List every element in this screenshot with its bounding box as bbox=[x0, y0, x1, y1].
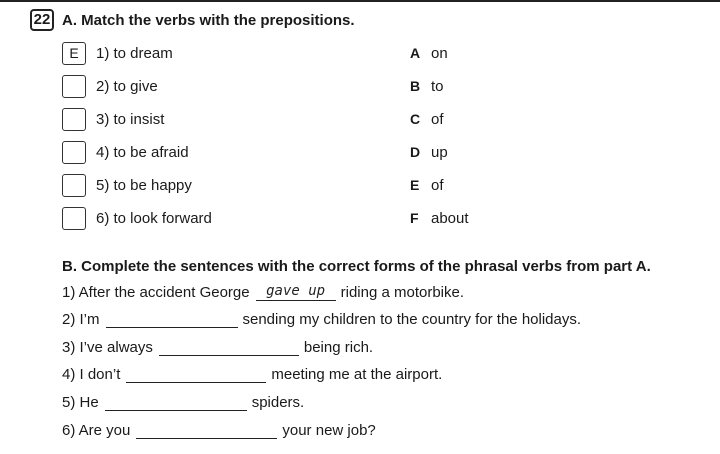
part-a-heading: A. Match the verbs with the prepositions. bbox=[62, 12, 355, 29]
answer-box-2[interactable] bbox=[62, 75, 86, 98]
sentence-6 bbox=[62, 421, 376, 441]
sentence-5-start: 5) He bbox=[62, 394, 99, 411]
answer-box-4[interactable] bbox=[62, 141, 86, 164]
preposition-c: of bbox=[431, 111, 444, 128]
preposition-a: on bbox=[431, 45, 448, 62]
answer-box-6[interactable] bbox=[62, 207, 86, 230]
verb-item-5: 5) to be happy bbox=[96, 177, 192, 194]
sentence-3 bbox=[62, 338, 373, 358]
answer-box-1[interactable]: E bbox=[62, 42, 86, 65]
preposition-f: about bbox=[431, 210, 469, 227]
preposition-letter-f: F bbox=[410, 210, 419, 226]
answer-box-3[interactable] bbox=[62, 108, 86, 131]
sentence-4-blank[interactable] bbox=[126, 365, 266, 383]
sentence-6-end: your new job? bbox=[282, 422, 376, 439]
sentence-5-blank[interactable] bbox=[105, 393, 247, 411]
preposition-letter-c: C bbox=[410, 111, 421, 127]
sentence-1-blank[interactable]: gave up bbox=[256, 283, 336, 301]
sentence-1 bbox=[62, 283, 464, 303]
exercise-number: 22 bbox=[30, 9, 54, 31]
verb-item-3: 3) to insist bbox=[96, 111, 165, 128]
preposition-d: up bbox=[431, 144, 448, 161]
verb-item-6: 6) to look forward bbox=[96, 210, 212, 227]
preposition-e: of bbox=[431, 177, 444, 194]
answer-box-5[interactable] bbox=[62, 174, 86, 197]
preposition-letter-d: D bbox=[410, 144, 421, 160]
verb-item-2: 2) to give bbox=[96, 78, 158, 95]
sentence-2-end: sending my children to the country for the holidays. bbox=[242, 311, 582, 328]
sentence-2 bbox=[62, 310, 581, 330]
preposition-b: to bbox=[431, 78, 444, 95]
sentence-1-start: 1) After the accident George bbox=[62, 284, 250, 301]
sentence-4-end: meeting me at the airport. bbox=[271, 366, 443, 383]
sentence-2-blank[interactable] bbox=[106, 310, 238, 328]
sentence-2-start: 2) I’m bbox=[62, 311, 100, 328]
preposition-letter-a: A bbox=[410, 45, 421, 61]
preposition-letter-e: E bbox=[410, 177, 420, 193]
verb-item-4: 4) to be afraid bbox=[96, 144, 189, 161]
sentence-4-start: 4) I don’t bbox=[62, 366, 121, 383]
sentence-5 bbox=[62, 393, 304, 413]
sentence-5-end: spiders. bbox=[251, 394, 305, 411]
sentence-1-end: riding a motorbike. bbox=[340, 284, 465, 301]
verb-item-1: 1) to dream bbox=[96, 45, 173, 62]
sentence-6-blank[interactable] bbox=[136, 421, 277, 439]
sentence-3-start: 3) I’ve always bbox=[62, 339, 153, 356]
sentence-3-blank[interactable] bbox=[159, 338, 299, 356]
sentence-6-start: 6) Are you bbox=[62, 422, 131, 439]
sentence-3-end: being rich. bbox=[303, 339, 374, 356]
top-rule bbox=[0, 0, 720, 2]
part-b-heading: B. Complete the sentences with the correct forms of the phrasal verbs from part A. bbox=[62, 258, 651, 275]
preposition-letter-b: B bbox=[410, 78, 421, 94]
sentence-4 bbox=[62, 365, 442, 385]
